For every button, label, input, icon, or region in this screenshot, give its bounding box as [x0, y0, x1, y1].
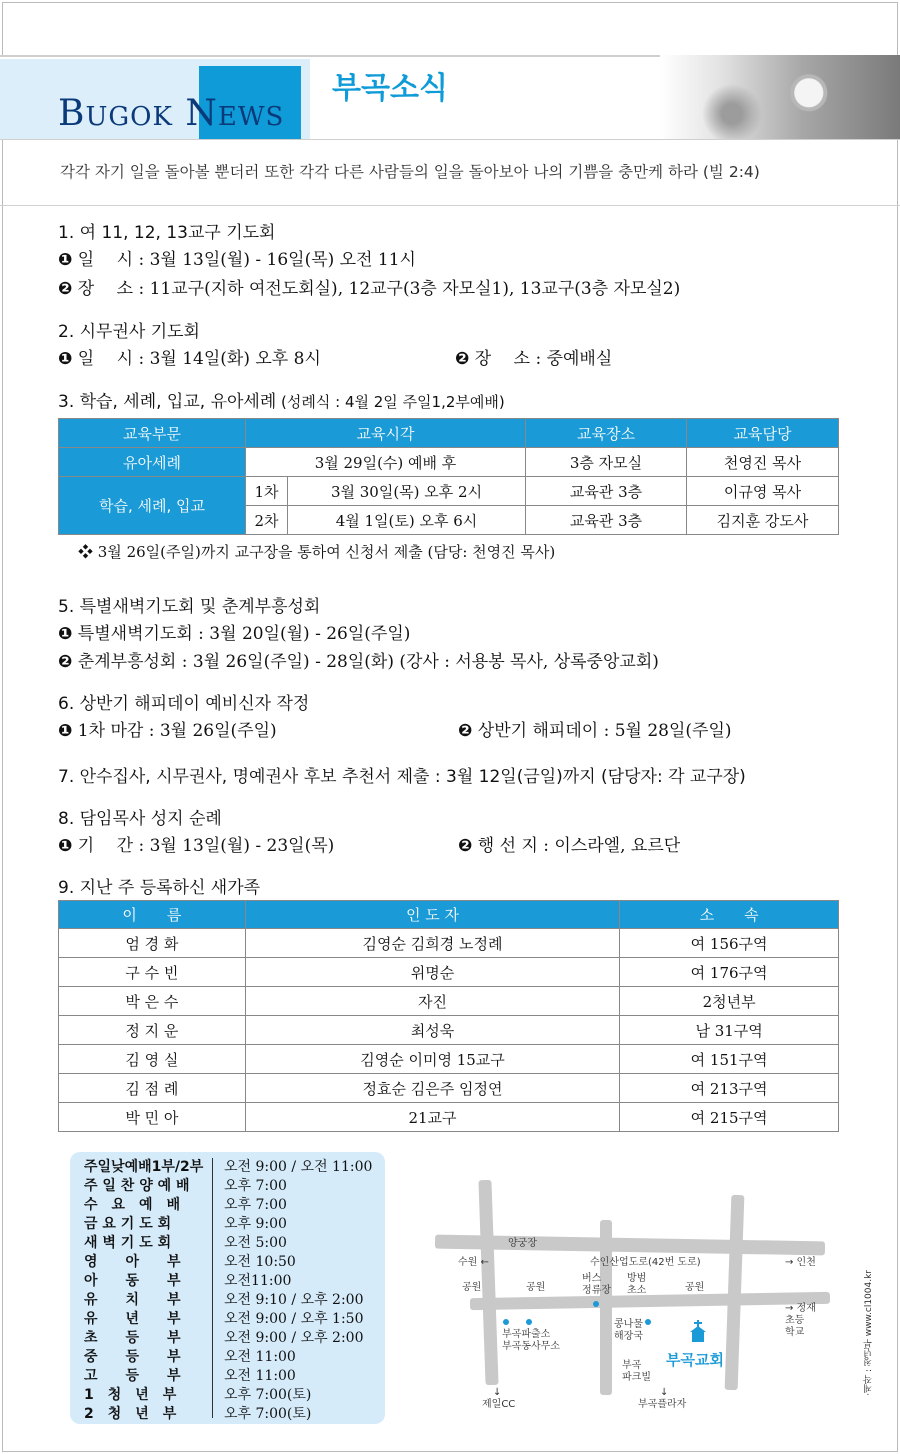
schedule-time: 오후 7:00: [224, 1178, 287, 1194]
map-label: 수인산업도로(42번 도로): [590, 1257, 701, 1268]
table-cell: 2청년부: [620, 987, 839, 1016]
table-cell: 구 수 빈: [59, 958, 246, 987]
section-9-title: 9. 지난 주 등록하신 새가족: [58, 878, 261, 898]
section-5-line-2: ❷ 춘계부흥성회 : 3월 26일(주일) - 28일(화) (강사 : 서용봉 목사, 상록중앙교회): [58, 652, 659, 672]
section-1-line-1: ❶ 일 시 : 3월 13일(월) - 16일(목) 오전 11시: [58, 250, 416, 270]
section-3-title: 3. 학습, 세례, 입교, 유아세례 (성례식 : 4월 2일 주일1,2부예배): [58, 392, 505, 412]
table-cell: 여 213구역: [620, 1074, 839, 1103]
table-cell: 김영순 김희경 노정례: [245, 929, 619, 958]
table-cell: 21교구: [245, 1103, 619, 1132]
section-3-note: ❖ 3월 26일(주일)까지 교구장을 통하여 신청서 제출 (담당: 천영진 목사): [78, 543, 556, 561]
schedule-time: 오전11:00: [224, 1273, 292, 1289]
table-header: 교육시각: [246, 419, 526, 448]
table-header: 교육부문: [59, 419, 246, 448]
church-label: 부곡교회: [666, 1351, 724, 1369]
map-arrow: ↓: [660, 1387, 669, 1398]
schedule-time: 오후 7:00: [224, 1197, 287, 1213]
schedule-name: 유 년 부: [84, 1311, 181, 1327]
header: [0, 55, 900, 140]
table-cell: 김 점 례: [59, 1074, 246, 1103]
section-6-line-1: ❶ 1차 마감 : 3월 26일(주일): [58, 721, 277, 741]
map-label: 양궁장: [508, 1238, 537, 1249]
map-label: 부곡동사무소: [502, 1341, 560, 1352]
schedule-name: 초 등 부: [84, 1330, 181, 1346]
map-label: 공원: [685, 1282, 705, 1293]
schedule-time: 오전 5:00: [224, 1235, 287, 1251]
map-arrow: ↓: [493, 1387, 502, 1398]
table-cell: 여 156구역: [620, 929, 839, 958]
bus-stop-dot: [593, 1301, 599, 1307]
table-cell: 교육관 3층: [526, 506, 687, 535]
table-row: [59, 929, 839, 958]
table-cell: 김영순 이미영 15교구: [245, 1045, 619, 1074]
table-cell: 3월 30일(목) 오후 2시: [288, 477, 526, 506]
header-bottom-line: [0, 139, 900, 140]
map-label: 공원: [526, 1282, 546, 1293]
schedule-name: 2 청 년 부: [84, 1406, 177, 1422]
section-8-line-2: ❷ 행 선 지 : 이스라엘, 요르단: [458, 836, 681, 856]
page-title: 부곡소식: [332, 71, 448, 106]
schedule-time: 오전 9:00 / 오후 1:50: [224, 1311, 364, 1327]
table-cell: 최성욱: [245, 1016, 619, 1045]
schedule-time: 오전 10:50: [224, 1254, 296, 1270]
table-header: 교육담당: [687, 419, 839, 448]
divider: [0, 205, 900, 206]
table-cell: 여 176구역: [620, 958, 839, 987]
map-label: 부곡플라자: [638, 1399, 687, 1410]
police-dot: [503, 1319, 509, 1325]
table-cell: 2차: [246, 506, 288, 535]
table-cell: 학습, 세례, 입교: [59, 477, 246, 535]
table-cell: 교육관 3층: [526, 477, 687, 506]
header-photo: [660, 55, 900, 139]
table-header: 교육장소: [526, 419, 687, 448]
schedule-time: 오전 9:10 / 오후 2:00: [224, 1292, 364, 1308]
section-6-title: 6. 상반기 해피데이 예비신자 작정: [58, 694, 310, 714]
section-2-line-1: ❶ 일 시 : 3월 14일(화) 오후 8시: [58, 349, 321, 369]
table-cell: 4월 1일(토) 오후 6시: [288, 506, 526, 535]
table-cell: 박 민 아: [59, 1103, 246, 1132]
schedule-time: 오후 9:00: [224, 1216, 287, 1232]
table-row: [59, 477, 839, 506]
map-label: 부곡파출소: [502, 1329, 551, 1340]
schedule-name: 1 청 년 부: [84, 1387, 177, 1403]
table-row: [59, 1045, 839, 1074]
schedule-name: 유 치 부: [84, 1292, 181, 1308]
schedule-time: 오전 11:00: [224, 1368, 296, 1384]
table-header: 인 도 자: [245, 901, 619, 929]
map-road: [478, 1180, 498, 1385]
table-cell: 정 지 운: [59, 1016, 246, 1045]
schedule-time: 오전 9:00 / 오후 2:00: [224, 1330, 364, 1346]
map-label: 방범 초소: [627, 1273, 647, 1296]
map-road: [470, 1292, 830, 1310]
section-7-title: 7. 안수집사, 시무권사, 명예권사 후보 추천서 제출 : 3월 12일(금일)까지 (담당자: 각 교구장): [58, 767, 746, 787]
schedule-time: 오전 11:00: [224, 1349, 296, 1365]
section-2-line-2: ❷ 장 소 : 중예배실: [455, 349, 613, 369]
schedule-name: 아 동 부: [84, 1273, 181, 1289]
table-cell: 3월 29일(수) 예배 후: [246, 448, 526, 477]
table-row: [59, 1016, 839, 1045]
section-1-line-2: ❷ 장 소 : 11교구(지하 여전도회실), 12교구(3층 자모실1), 13교구(3층 자모실2): [58, 279, 681, 299]
bugok-news-logo: BUGOK NEWS: [58, 93, 285, 134]
schedule-name: 고 등 부: [84, 1368, 181, 1384]
section-8-title: 8. 담임목사 성지 순례: [58, 809, 222, 829]
office-dot: [526, 1319, 532, 1325]
credit-text: ·제작 : 청년부 www.cl1004.kr: [864, 1270, 874, 1396]
map-label: → 인천: [785, 1257, 816, 1268]
section-1-title: 1. 여 11, 12, 13교구 기도회: [58, 223, 276, 243]
map-label: 버스 정류장: [582, 1273, 611, 1296]
schedule-name: 새 벽 기 도 회: [84, 1235, 172, 1251]
map-label: 제일CC: [482, 1399, 516, 1410]
map-label: 콩나물 해장국: [614, 1319, 643, 1342]
table-cell: 여 151구역: [620, 1045, 839, 1074]
schedule-name: 주 일 찬 양 예 배: [84, 1178, 190, 1194]
table-row: [59, 1103, 839, 1132]
section-2-title: 2. 시무권사 기도회: [58, 322, 200, 342]
schedule-time: 오전 9:00 / 오전 11:00: [224, 1159, 373, 1175]
table-cell: 김지훈 강도사: [687, 506, 839, 535]
map-label: 수원 ←: [458, 1257, 489, 1268]
schedule-separator: [212, 1158, 213, 1418]
church-location-map: [430, 1165, 850, 1425]
table-row: [59, 987, 839, 1016]
schedule-name: 주일낮예배1부/2부: [84, 1159, 204, 1175]
section-5-title: 5. 특별새벽기도회 및 춘계부흥성회: [58, 597, 321, 617]
section-6-line-2: ❷ 상반기 해피데이 : 5월 28일(주일): [458, 721, 732, 741]
map-label: → 정재 초등 학교: [785, 1303, 816, 1338]
map-road: [600, 1220, 612, 1395]
table-row: [59, 1074, 839, 1103]
table-cell: 여 215구역: [620, 1103, 839, 1132]
table-cell: 천영진 목사: [687, 448, 839, 477]
table-cell: 박 은 수: [59, 987, 246, 1016]
schedule-name: 금 요 기 도 회: [84, 1216, 172, 1232]
table-cell: 이규영 목사: [687, 477, 839, 506]
schedule-time: 오후 7:00(토): [224, 1406, 312, 1422]
table-cell: 위명순: [245, 958, 619, 987]
table-cell: 1차: [246, 477, 288, 506]
restaurant-dot: [645, 1319, 651, 1325]
schedule-name: 중 등 부: [84, 1349, 181, 1365]
table-header: 이 름: [59, 901, 246, 929]
schedule-time: 오후 7:00(토): [224, 1387, 312, 1403]
table-cell: 정효순 김은주 임정연: [245, 1074, 619, 1103]
bible-verse: 각각 자기 일을 돌아볼 뿐더러 또한 각각 다른 사람들의 일을 돌아보아 나의 기쁨을 충만케 하라 (빌 2:4): [60, 163, 760, 181]
section-8-line-1: ❶ 기 간 : 3월 13일(월) - 23일(목): [58, 836, 335, 856]
schedule-name: 수 요 예 배: [84, 1197, 181, 1213]
worship-schedule: [70, 1152, 385, 1424]
education-table: [58, 418, 839, 535]
table-row: [59, 958, 839, 987]
table-row: [59, 448, 839, 477]
schedule-name: 영 아 부: [84, 1254, 181, 1270]
map-label: 공원: [462, 1282, 482, 1293]
table-cell: 김 영 실: [59, 1045, 246, 1074]
map-label: 부곡 파크빌: [622, 1360, 651, 1383]
section-5-line-1: ❶ 특별새벽기도회 : 3월 20일(월) - 26일(주일): [58, 624, 411, 644]
table-cell: 3층 자모실: [526, 448, 687, 477]
table-cell: 자진: [245, 987, 619, 1016]
table-cell: 엄 경 화: [59, 929, 246, 958]
table-header: 소 속: [620, 901, 839, 929]
church-icon: [688, 1320, 708, 1342]
table-cell: 남 31구역: [620, 1016, 839, 1045]
table-cell: 유아세례: [59, 448, 246, 477]
new-family-table: [58, 900, 839, 1132]
